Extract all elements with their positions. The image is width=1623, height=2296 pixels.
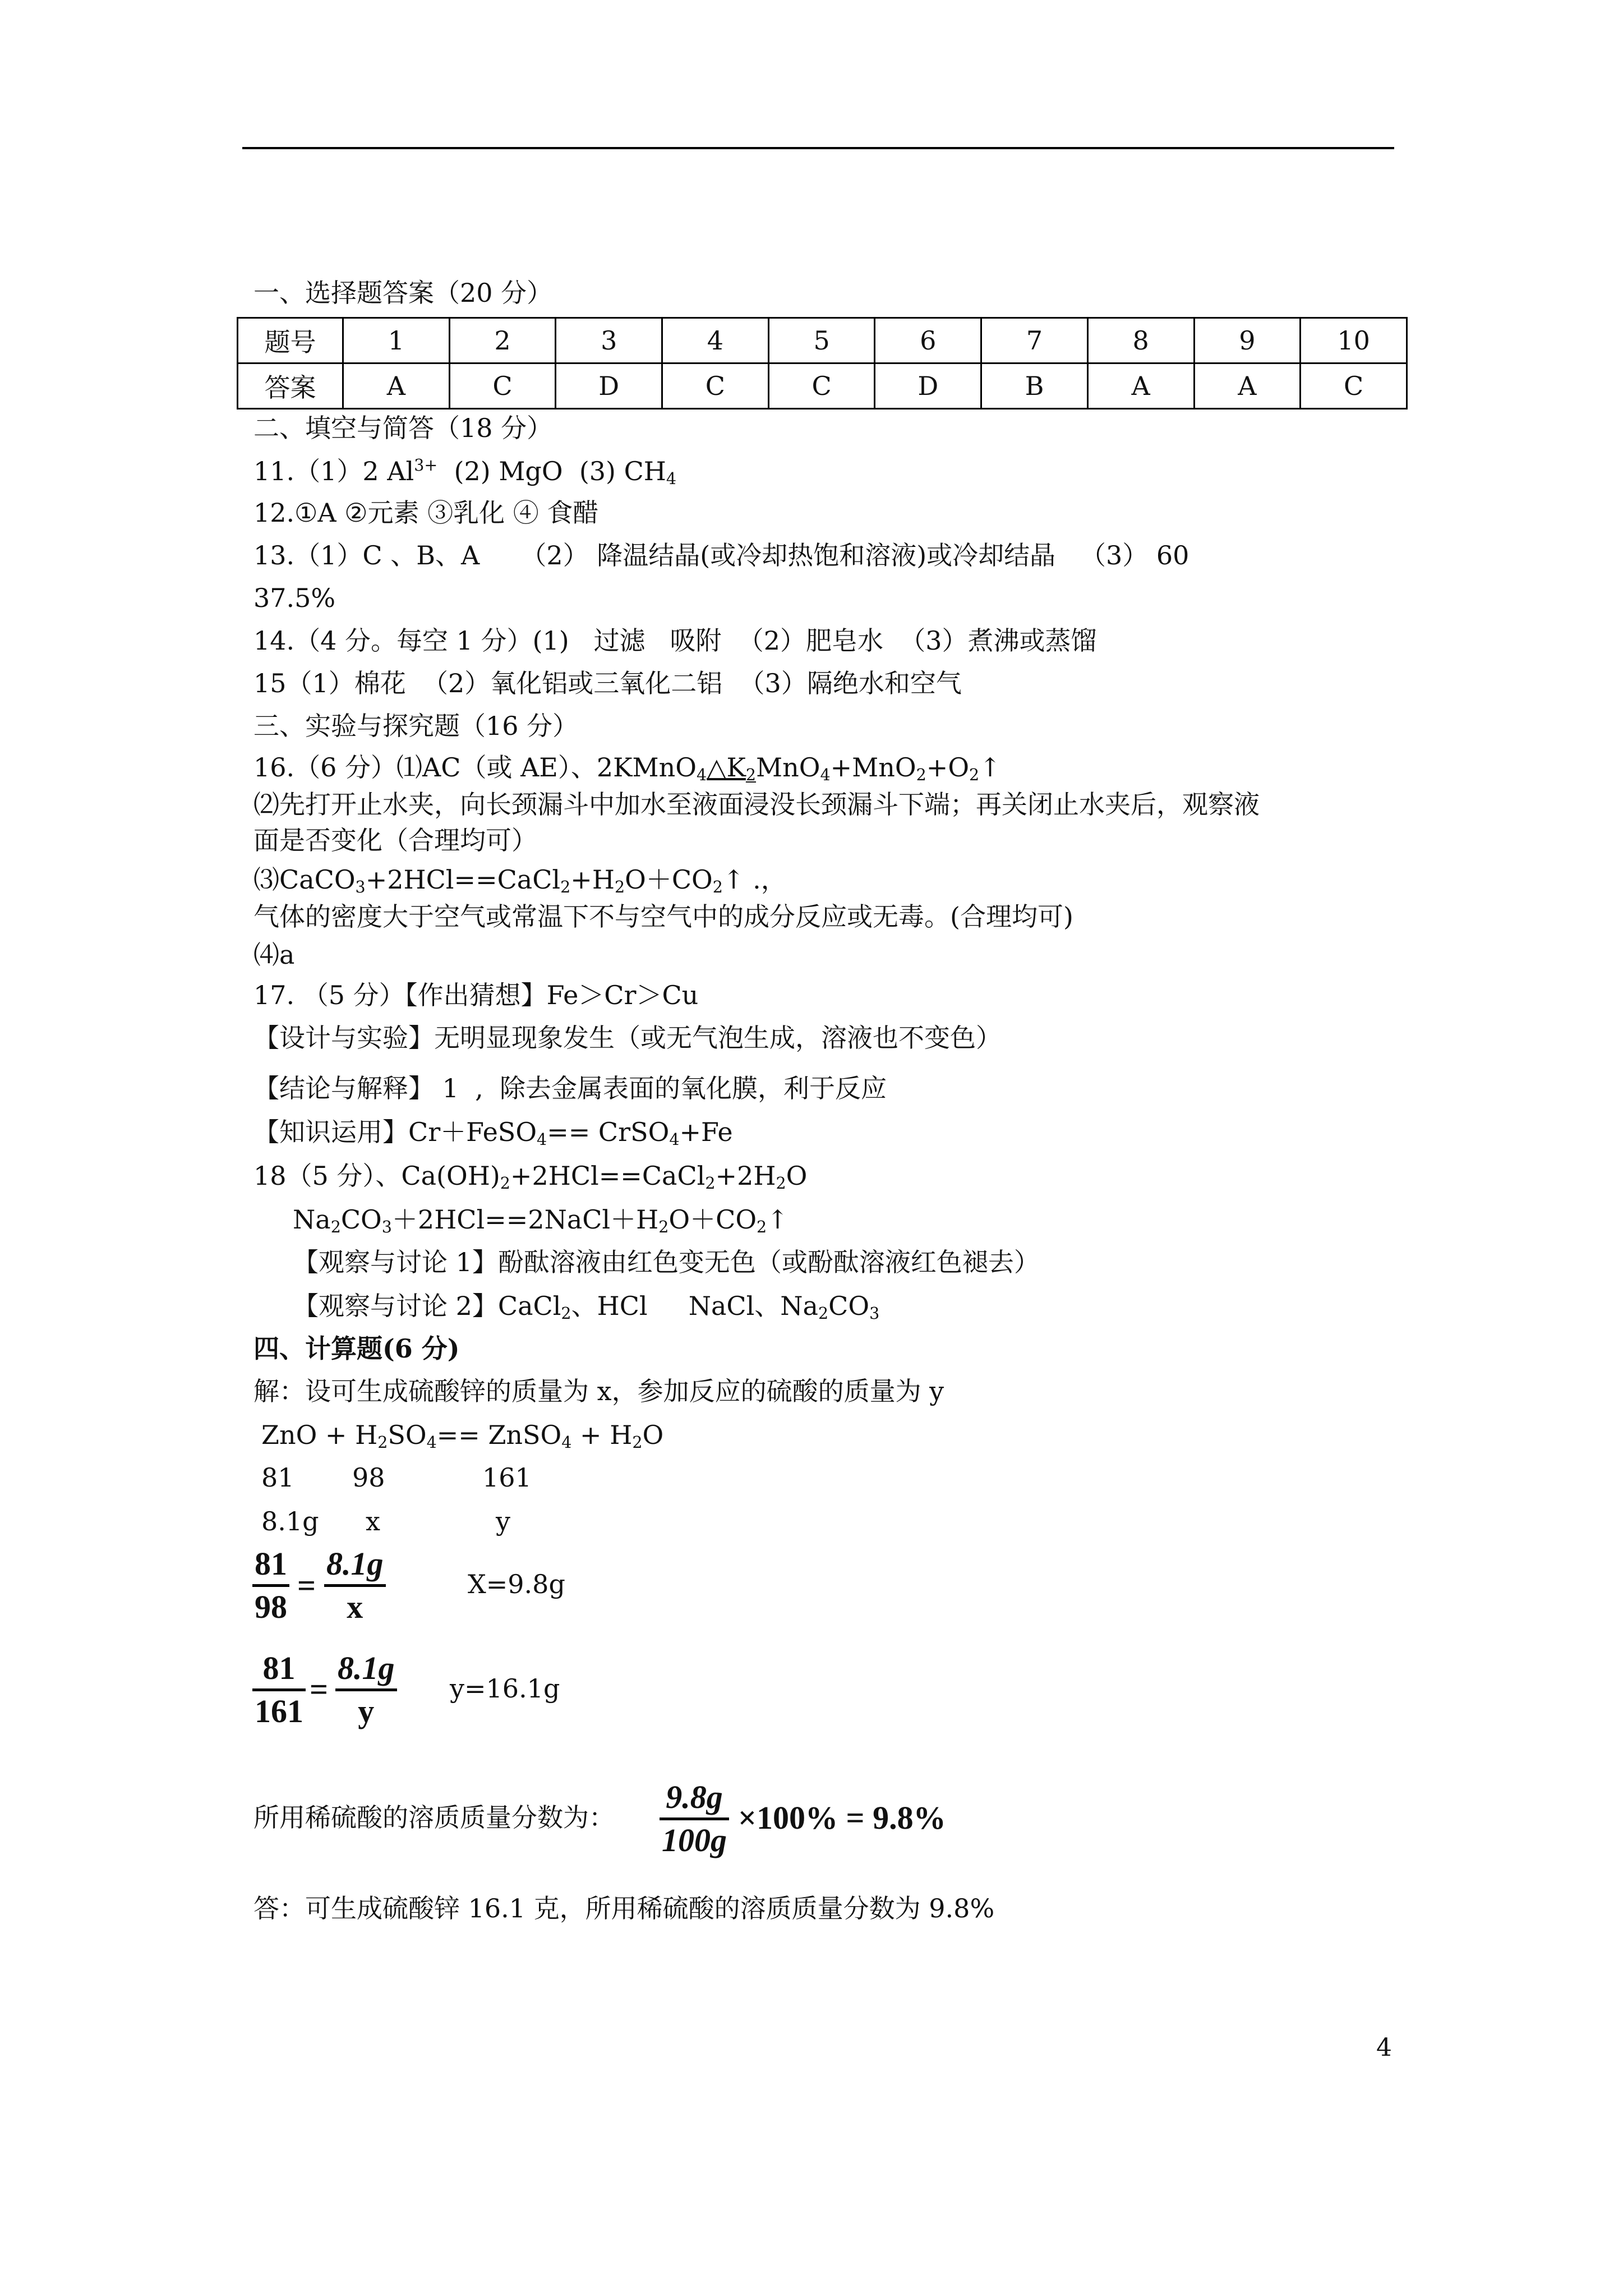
table-cell: B [981, 364, 1088, 409]
calc-unknown-x: x [366, 1506, 380, 1536]
table-cell: 题号 [238, 318, 343, 364]
calc-molar-mass-h2so4: 98 [352, 1462, 385, 1493]
percentage-result: ×100% = 9.8% [738, 1800, 946, 1836]
table-cell: C [1301, 364, 1407, 409]
fraction-81-over-98: 81 98 [252, 1544, 289, 1627]
answer-q17-line4: 【知识运用】Cr＋FeSO$_4$== CrSO$_4$+Fe [253, 1117, 733, 1149]
equals-sign: = [297, 1567, 316, 1604]
table-cell: 5 [768, 318, 875, 364]
answer-q15: 15（1）棉花 （2）氧化铝或三氧化二铝 （3）隔绝水和空气 [253, 668, 962, 698]
table-cell: C [768, 364, 875, 409]
equals-sign: = [310, 1671, 329, 1708]
table-cell: 答案 [238, 364, 343, 409]
answer-q12: 12.①A ②元素 ③乳化 ④ 食醋 [253, 498, 599, 528]
answer-q16-line6: ⑷a [253, 940, 295, 970]
answer-q13-line2: 37.5% [253, 583, 336, 613]
table-cell: A [1194, 364, 1301, 409]
table-cell: D [875, 364, 981, 409]
answer-q16-line1: 16.（6 分）⑴AC（或 AE）、$2KMnO_4\triangle K_2MnO_4+MnO_2+O_2↑$ [253, 752, 1001, 785]
result-x: X=9.8g [468, 1569, 565, 1599]
answer-q18-line2: $Na_2CO_3+2HCl==2NaCl+H_2O+CO_2↑$ [293, 1204, 789, 1237]
table-cell: 4 [662, 318, 769, 364]
answer-q18-line4: 【观察与讨论 2】CaCl$_2$、HCl NaCl、$Na_2CO_3$ [293, 1291, 880, 1323]
answer-q18-line1: 18（5 分）、$Ca(OH)_2+2HCl==CaCl_2+2H_2O$ [253, 1161, 808, 1193]
calc-equation: ZnO + $H_2SO_4==$ ZnSO$_4$ + $H_2O$ [261, 1420, 664, 1452]
calc-setup-line: 解：设可生成硫酸锌的质量为 x，参加反应的硫酸的质量为 y [253, 1376, 944, 1406]
table-cell: A [1087, 364, 1194, 409]
table-cell: 3 [556, 318, 662, 364]
answer-q11: 11.（1）2 $Al^{3+}$ (2) MgO (3) $CH_4$ [253, 455, 677, 489]
final-answer: 答：可生成硫酸锌 16.1 克，所用稀硫酸的溶质质量分数为 9.8% [253, 1893, 995, 1924]
table-row-question-numbers [238, 318, 1407, 364]
table-cell: C [662, 364, 769, 409]
table-cell: 9 [1194, 318, 1301, 364]
answer-q17-line3: 【结论与解释】 1 , 除去金属表面的氧化膜，利于反应 [253, 1073, 887, 1103]
section-1-title: 一、选择题答案（20 分） [253, 278, 553, 308]
section-4-title: 四、计算题(6 分) [253, 1333, 460, 1364]
table-cell: 7 [981, 318, 1088, 364]
table-cell: 2 [449, 318, 556, 364]
answer-q18-line3: 【观察与讨论 1】酚酞溶液由红色变无色（或酚酞溶液红色褪去） [293, 1247, 1040, 1277]
table-cell: 10 [1301, 318, 1407, 364]
page-number: 4 [1376, 2033, 1392, 2062]
answer-q14: 14.（4 分。每空 1 分）(1) 过滤 吸附 （2）肥皂水 （3）煮沸或蒸馏 [253, 625, 1097, 656]
calc-molar-mass-znso4: 161 [482, 1462, 532, 1493]
percentage-label: 所用稀硫酸的溶质质量分数为： [253, 1802, 615, 1833]
answer-q17-line2: 【设计与实验】无明显现象发生（或无气泡生成，溶液也不变色） [253, 1023, 1002, 1053]
fraction-mass-over-x: 8.1g x [324, 1544, 386, 1627]
answer-q17-line1: 17. （5 分）【作出猜想】Fe＞Cr＞Cu [253, 980, 699, 1010]
answer-q16-line3: 面是否变化（合理均可） [253, 825, 537, 855]
table-row-answers [238, 364, 1407, 409]
answer-table [237, 317, 1408, 409]
answer-q13-line1: 13.（1）C 、B、A （2） 降温结晶(或冷却热饱和溶液)或冷却结晶 （3） 60 [253, 540, 1189, 570]
table-cell: 6 [875, 318, 981, 364]
calc-molar-mass-zno: 81 [261, 1462, 294, 1493]
calc-mass-zno: 8.1g [261, 1506, 319, 1536]
section-3-title: 三、实验与探究题（16 分） [253, 711, 579, 741]
answer-q16-line5: 气体的密度大于空气或常温下不与空气中的成分反应或无毒。(合理均可) [253, 901, 1073, 932]
table-cell: C [449, 364, 556, 409]
answer-q16-line2: ⑵先打开止水夹，向长颈漏斗中加水至液面浸没长颈漏斗下端；再关闭止水夹后，观察液 [253, 789, 1260, 820]
table-cell: 8 [1087, 318, 1194, 364]
table-cell: D [556, 364, 662, 409]
section-2-title: 二、填空与简答（18 分） [253, 413, 553, 443]
header-rule [242, 147, 1394, 149]
table-cell: 1 [343, 318, 450, 364]
fraction-mass-over-y: 8.1g y [335, 1648, 397, 1732]
fraction-9.8g-over-100g: 9.8g 100g [660, 1777, 729, 1861]
table-cell: A [343, 364, 450, 409]
calc-unknown-y: y [496, 1506, 510, 1536]
result-y: y=16.1g [450, 1673, 560, 1704]
fraction-81-over-161: 81 161 [252, 1648, 306, 1732]
answer-q16-line4: $⑶CaCO_3+2HCl==CaCl_2+H_2O+CO_2↑$ .， [253, 864, 787, 897]
